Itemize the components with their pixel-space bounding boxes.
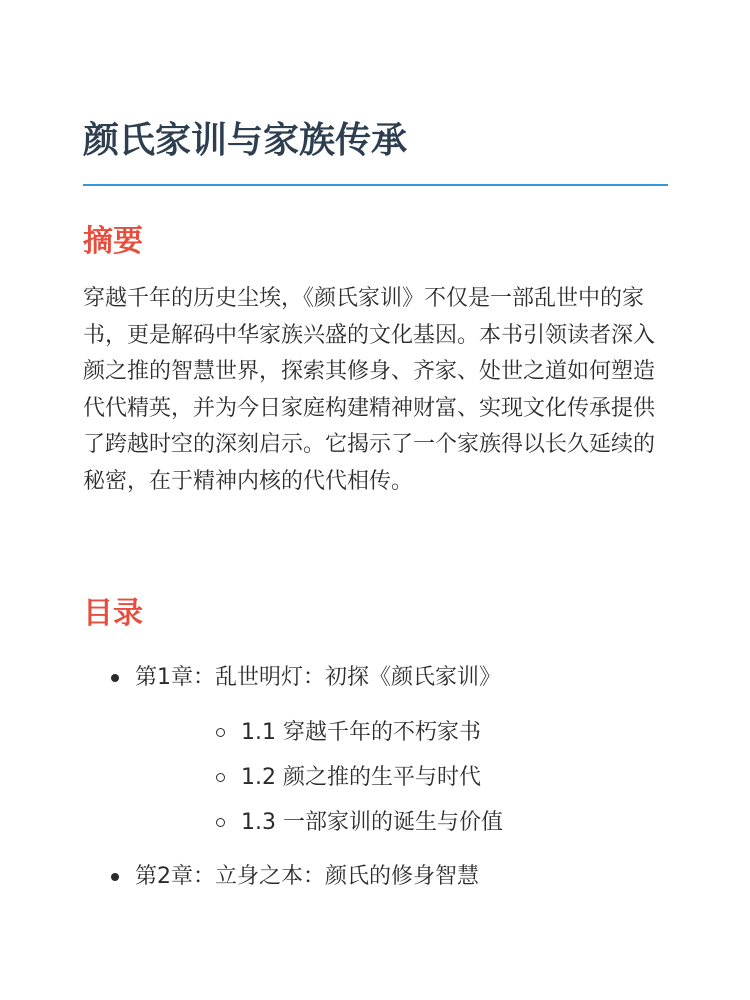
toc-chapter-label: 第1章：乱世明灯：初探《颜氏家训》 (135, 665, 501, 690)
abstract-heading: 摘要 (83, 224, 143, 259)
toc-section-1-2: 1.2 颜之推的生平与时代 (135, 755, 668, 800)
abstract-paragraph: 穿越千年的历史尘埃，《颜氏家训》不仅是一部乱世中的家书，更是解码中华家族兴盛的文化基因。本书引领读者深入颜之推的智慧世界，探索其修身、齐家、处世之道如何塑造代代精英，并为今日家庭构建精神财富、实现文化传承提供了跨越时空的深刻启示。它揭示了一个家族得以长久延续的秘密，在于精神内核的代代相传。 (83, 286, 656, 494)
toc-chapter-label: 第2章：立身之本：颜氏的修身智慧 (135, 864, 479, 889)
toc-chapter-1 (83, 660, 668, 845)
toc-section-1-3: 1.3 一部家训的诞生与价值 (135, 800, 668, 845)
toc-section-1-1: 1.1 穿越千年的不朽家书 (135, 710, 668, 755)
table-of-contents (83, 660, 668, 895)
toc-chapter-2 (83, 859, 668, 895)
toc-section-list (135, 710, 668, 845)
document-title: 颜氏家训与家族传承 (83, 120, 408, 161)
title-divider (83, 184, 668, 186)
toc-heading: 目录 (83, 596, 143, 631)
